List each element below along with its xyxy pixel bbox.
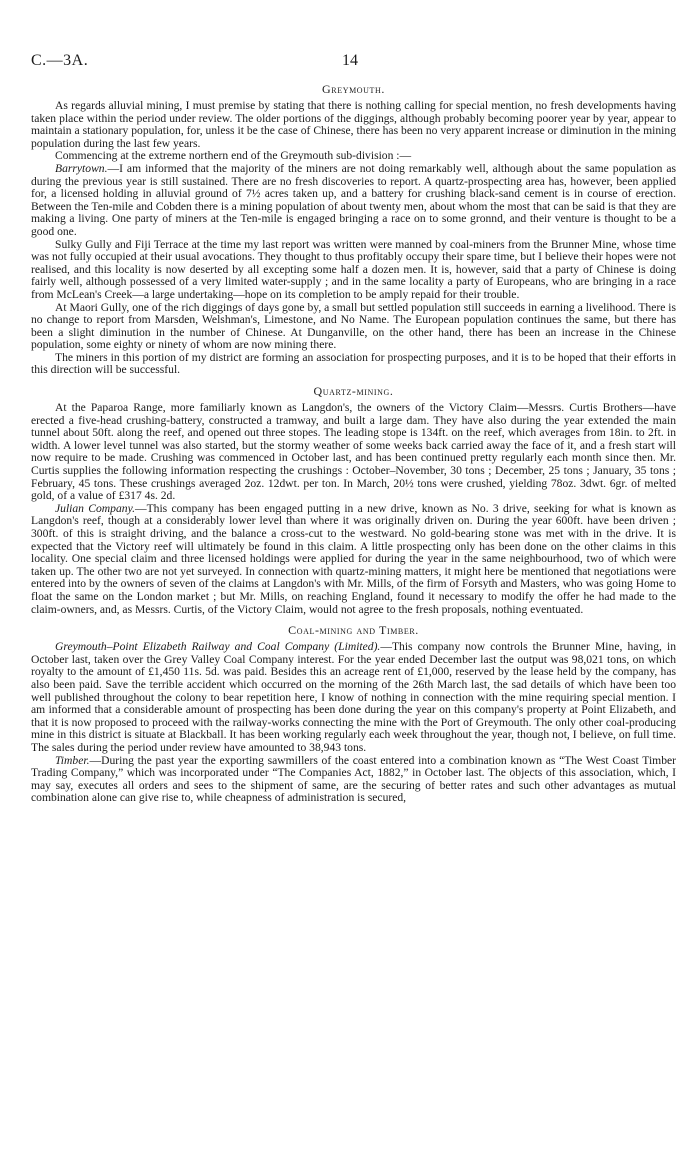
section-heading: Coal-mining and Timber.	[288, 623, 419, 638]
paragraph: Sulky Gully and Fiji Terrace at the time my last report was written were manned by coal-miners from the Brunner Mine, whose time was not fully occupied at their usual avocations. They thought to thus profitably occupy their spare time, but I believe their hopes were not realised, and this locality is now deserted by all excepting some half a dozen men. It is, however, said that a party of Chinese is doing fairly well, although possessed of a very limited water-supply ; and in the same locality a party of Europeans, who are bringing in a race from McLean's Creek—a large undertaking—hope on its completion to be amply repaid for their trouble.	[31, 237, 676, 301]
paragraph: At Maori Gully, one of the rich diggings of days gone by, a small but settled population still succeeds in earning a livelihood. There is no change to report from Marsden, Welshman's, Limestone, and No Name. The European population continues the same, but there has been a slight diminution in the number of Chinese. At Dunganville, on the other hand, there has been an increase in the Chinese population, some eighty or ninety of whom are now mining there.	[31, 300, 676, 352]
paragraph: As regards alluvial mining, I must premise by stating that there is nothing calling for special mention, no fresh developments having taken place within the period under review. The older portions of the diggings, although probably becoming poorer year by year, appear to maintain a stationary population, for, unless it be the case of Chinese, there has been no very apparent increase or diminution in the mining population during the last few years.	[31, 99, 676, 150]
document-body	[31, 82, 676, 805]
section-quartz-mining	[31, 384, 676, 616]
paragraph: At the Paparoa Range, more familiarly known as Langdon's, the owners of the Victory Claim—Messrs. Curtis Brothers—have erected a five-head crushing-battery, constructed a tramway, and built a large dam. They have also during the year extended the main tunnel about 50ft. along the reef, and opened out three stopes. The leading stope is 134ft. on the reef, which averages from 18in. to 2ft. in width. A lower level tunnel was also started, but the stormy weather of some weeks back carried away the face of it, and a fresh start will now require to be made. Crushing was commenced in October last, and has been continued pretty regularly each month since then. Mr. Curtis supplies the following information respecting the crushings : October–November, 30 tons ; December, 25 tons ; January, 35 tons ; February, 45 tons. These crushings averaged 2oz. 12dwt. per ton. In March, 20½ tons were crushed, yielding 78oz. 3dwt. 6gr. of melted gold, of a value of £317 4s. 2d.	[31, 401, 676, 503]
section-heading: Greymouth.	[322, 82, 385, 96]
paragraph	[31, 641, 676, 754]
paragraph	[31, 755, 676, 805]
document-reference: C.—3A.	[31, 52, 89, 69]
section-greymouth	[31, 82, 676, 377]
paragraph-lead: Julian Company.	[55, 501, 135, 515]
paragraph-text: —I am informed that the majority of the miners are not doing remarkably well, although about the same population as during the previous year is still sustained. There are no fresh discoveries to report. A quartz-prospecting area has, however, been applied for, a licensed holding in alluvial ground of 7½ acres taken up, and a battery for crushing black-sand cement is in course of erection. Between the Ten-mile and Cobden there is a mining population of about twenty men, about whom the most that can be said is that they are making a living. One party of miners at the Ten-mile is engaged bringing a race on to some gronnd, and their venture is thought to be a good one.	[31, 161, 676, 238]
paragraph-text: —This company now controls the Brunner Mine, having, in October last, taken over the Grey Valley Coal Company interest. For the year ended December last the output was 98,021 tons, on which royalty to the amount of £1,450 11s. 5d. was paid. Besides this an acreage rent of £1,000, reserved by the lease held by the company, has also been paid. Save the terrible accident which occurred on the morning of the 26th March last, the sad details of which have been too well published throughout the colony to bear repetition here, I know of nothing in connection with the mine requiring special mention. I am informed that a considerable amount of prospecting has been done during the year on this company's property at Point Elizabeth, and that it is now proposed to proceed with the railway-works connecting the mine with the Port of Greymouth. The only other coal-producing mine in this district is situate at Blackball. It has been working regularly each week throughout the year, though not, I believe, on full time. The sales during the period under review have amounted to 38,943 tons.	[31, 640, 676, 754]
paragraph-text: —During the past year the exporting sawmillers of the coast entered into a combination known as “The West Coast Timber Trading Company,” which was incorporated under “The Companies Act, 1882,” in October last. The objects of this association, which, I may say, executes all orders and sees to the shipment of same, are the securing of better rates and such other advantages as mutual combination alone can give rise to, while cheapness of administration is secured,	[31, 753, 676, 805]
section-coal-mining-and-timber	[31, 623, 676, 805]
paragraph-text: —This company has been engaged putting in a new drive, known as No. 3 drive, seeking for what is known as Langdon's reef, though at a considerably lower level than where it was originally driven on. During the year 600ft. have been driven ; 300ft. of this is straight driving, and the balance a cross-cut to the westward. No gold-bearing stone was met with in the drive. It is expected that the Victory reef will ultimately be found in this claim. A little prospecting only has been done on the other claims in this locality. One special claim and three licensed holdings were applied for during the year in the same neighbourhood, two of which were taken up. The other two are not yet surveyed. In connection with quartz-mining matters, it might here be mentioned that negotiations were entered into by the owners of seven of the claims at Langdon's with Mr. Mills, of the firm of Forsyth and Masters, who was going Home to float the same on the London market ; but Mr. Mills, on reaching England, found it necessary to modify the offer he had made to the claim-owners, and, as Messrs. Curtis, of the Victory Claim, would not agree to the fresh proposals, nothing eventuated.	[31, 501, 676, 616]
paragraph-lead: Greymouth–Point Elizabeth Railway and Coal Company (Limited).	[55, 640, 381, 654]
section-heading: Quartz-mining.	[313, 384, 394, 399]
paragraph: The miners in this portion of my district are forming an association for prospecting purposes, and it is to be hoped that their efforts in this direction will be successful.	[31, 350, 676, 377]
paragraph	[31, 503, 676, 616]
paragraph: Commencing at the extreme northern end of the Greymouth sub-division :—	[55, 149, 412, 163]
paragraph	[31, 163, 676, 239]
paragraph-lead: Timber.	[55, 753, 90, 767]
page-number: 14	[342, 52, 358, 69]
paragraph-lead: Barrytown.	[55, 161, 108, 175]
